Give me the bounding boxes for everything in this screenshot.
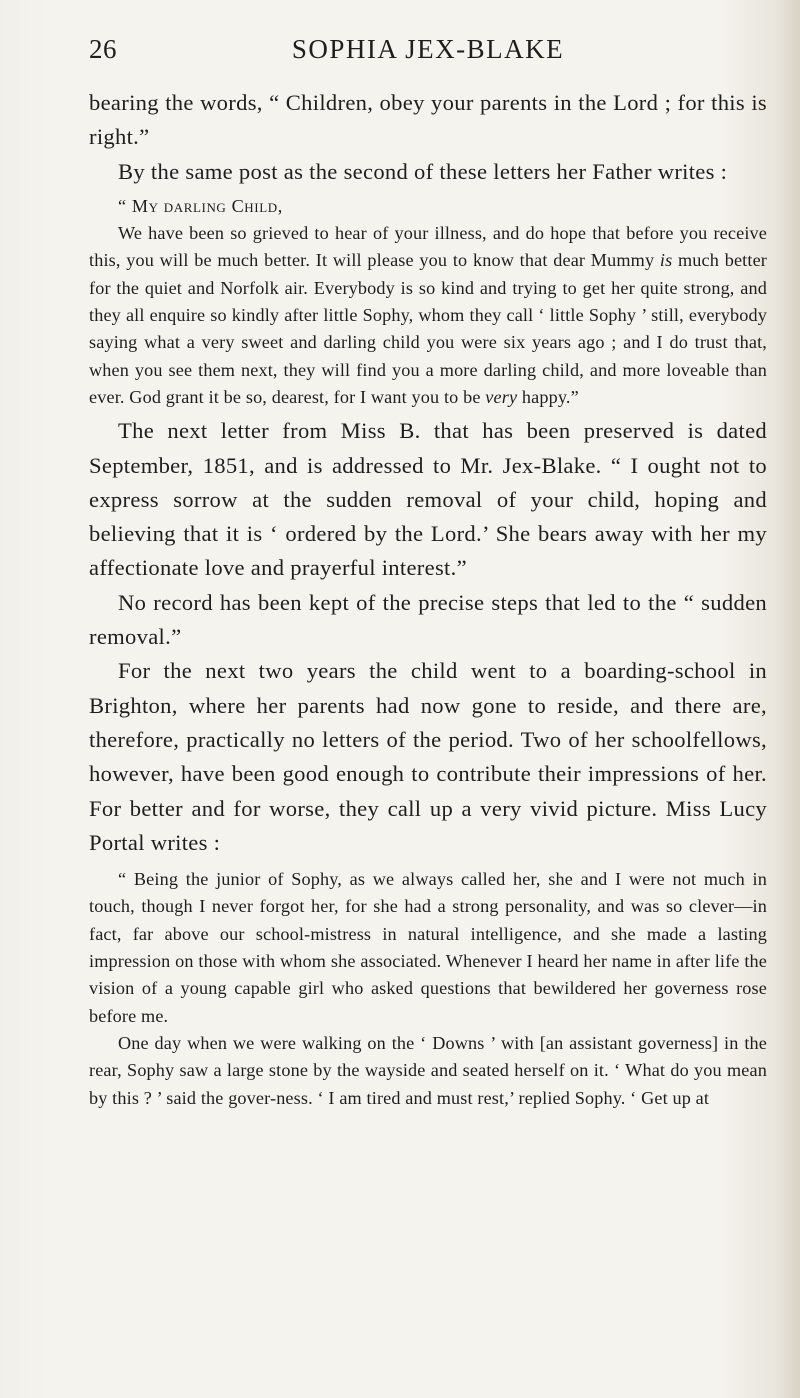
paragraph-father-writes: By the same post as the second of these letters her Father writes :	[118, 158, 728, 184]
letter-text-part: happy.”	[517, 386, 579, 407]
running-title: SOPHIA JEX-BLAKE	[291, 34, 565, 64]
letter-salutation: “ My darling Child,	[118, 195, 283, 216]
letter-emphasis-is: is	[659, 250, 673, 271]
page-number: 26	[89, 34, 117, 64]
quote-lucy-portal: “ Being the junior of Sophy, as we always called her, she and I were not much in touch, though I never forgot her, for she had a strong personality, and was so clever—in fact, far above our school-mistress in natural intelligence, and she made a lasting impression on those with whom she associated. Whenever I heard her name in after life the vision of a young capable girl who asked questions that bewildered her governess rose before me.	[89, 869, 767, 1026]
quote-lucy-portal-continued: One day when we were walking on the ‘ Downs ’ with [an assistant governess] in the rear, Sophy saw a large stone by the wayside and seated herself on it. ‘ What do you mean by this ? ’ said the gover-ness. ‘ I am tired and must rest,’ replied Sophy. ‘ Get up at	[89, 1032, 767, 1108]
paragraph-boarding-school: For the next two years the child went to a boarding-school in Brighton, where her parents had now gone to reside, and there are, therefore, practically no letters of the period. Two of her schoolfellows, however, have been good enough to contribute their impressions of her. For better and for worse, they call up a very vivid picture. Miss Lucy Portal writes :	[89, 658, 767, 855]
body-text	[89, 86, 767, 1112]
letter-text-part: We have been so grieved to hear of your illness, and do hope that before you receive this, you will be much better. It will please you to know that dear Mummy	[89, 223, 767, 271]
paragraph-continuation: bearing the words, “ Children, obey your parents in the Lord ; for this is right.”	[89, 90, 767, 150]
paragraph-miss-b-letter: The next letter from Miss B. that has been preserved is dated September, 1851, and is addressed to Mr. Jex-Blake. “ I ought not to express sorrow at the sudden removal of your child, hoping and believing that it is ‘ ordered by the Lord.’ She bears away with her my affectionate love and prayerful interest.”	[89, 418, 767, 581]
running-head	[89, 34, 767, 68]
letter-body	[89, 220, 767, 411]
letter-emphasis-very: very	[485, 386, 518, 407]
letter-text-part: much better for the quiet and Norfolk air. Everybody is so kind and trying to get her quite strong, and they all enquire so kindly after little Sophy, whom they call ‘ little Sophy ’ still, everybody saying what a very sweet and darling child you were six years ago ; and I do trust that, when you see them next, they will find you a more darling child, and more loveable than ever. God grant it be so, dearest, for I want you to be	[89, 250, 767, 407]
paragraph-no-record: No record has been kept of the precise steps that led to the “ sudden removal.”	[89, 589, 767, 650]
